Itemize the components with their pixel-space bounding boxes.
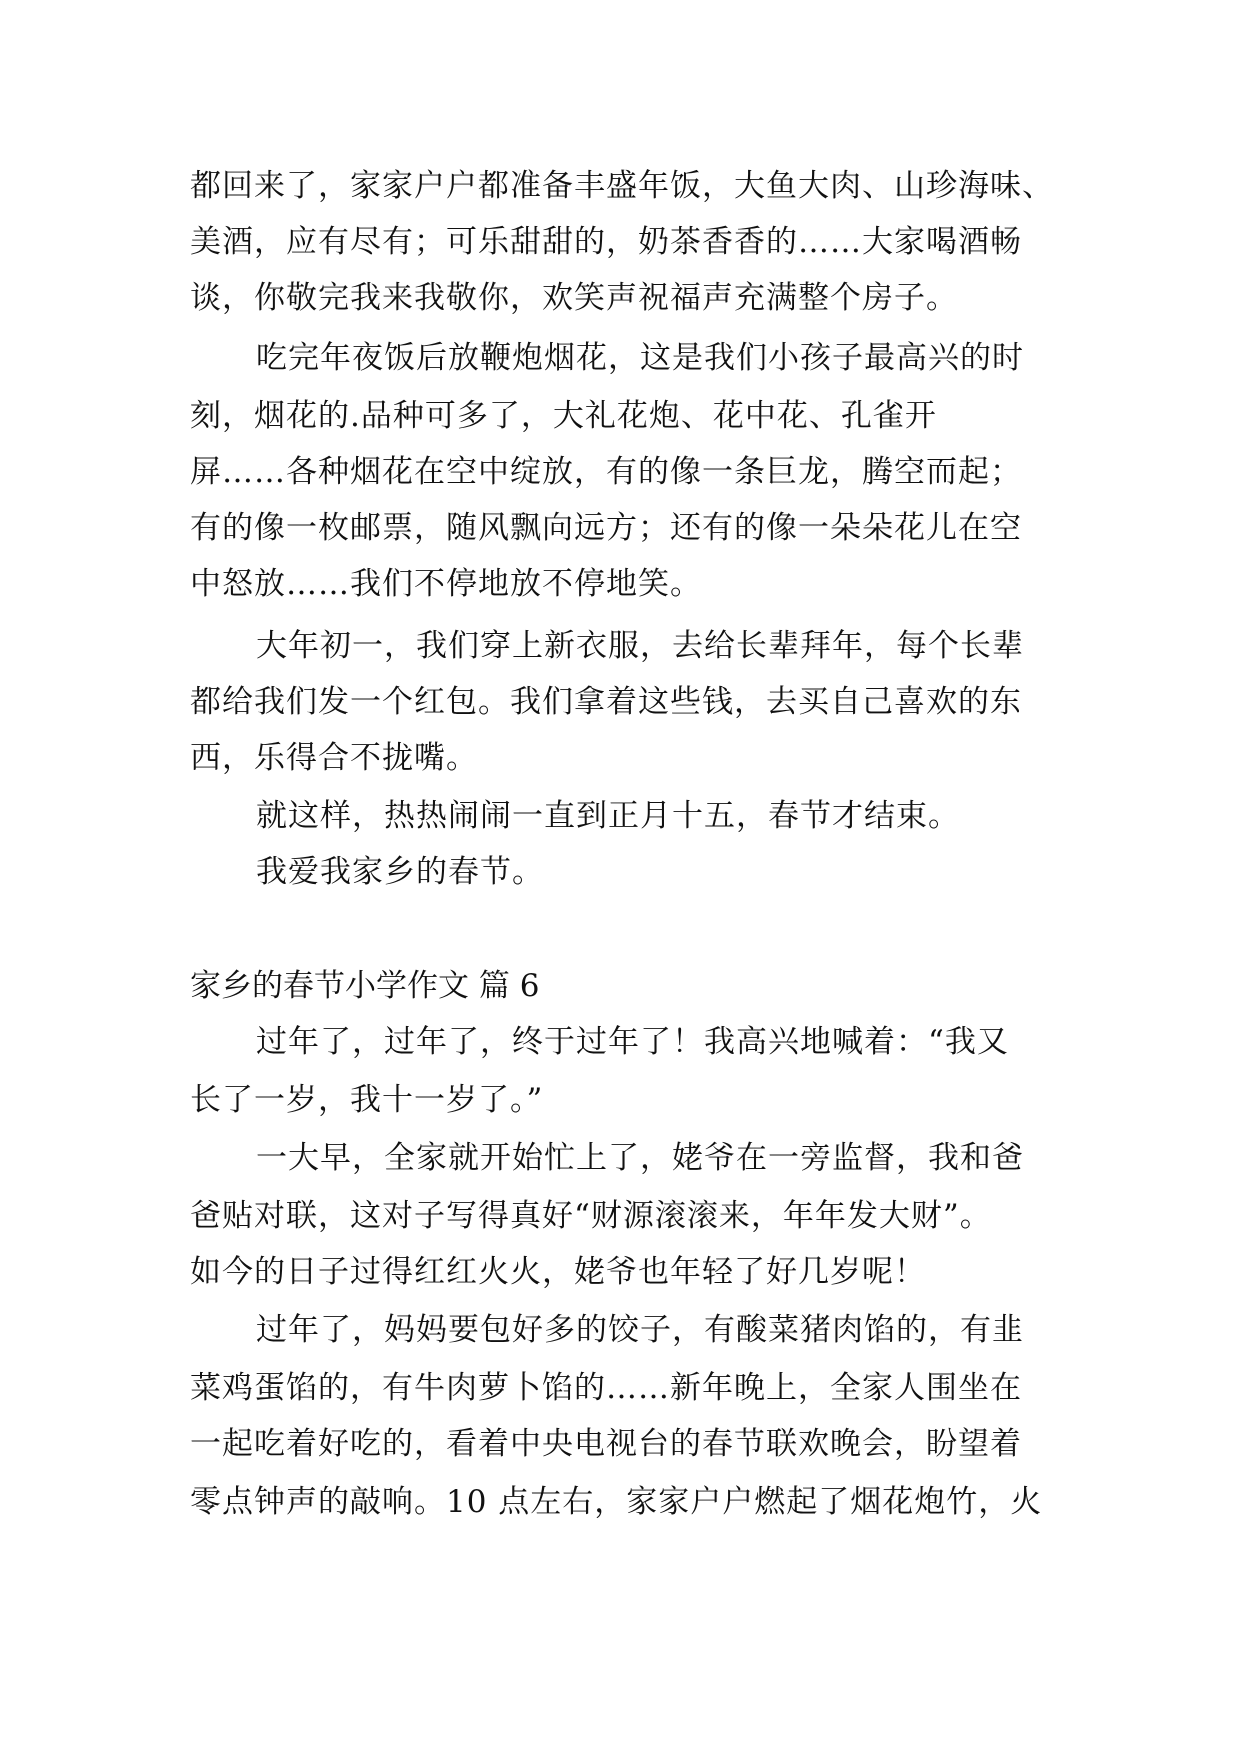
text-line: 西，乐得合不拢嘴。 [190,740,478,776]
paragraph-start-line: 吃完年夜饭后放鞭炮烟花，这是我们小孩子最高兴的时 [256,340,1024,376]
paragraph-start-line: 大年初一，我们穿上新衣服，去给长辈拜年，每个长辈 [256,628,1024,664]
text-line: 中怒放……我们不停地放不停地笑。 [190,566,702,602]
text-line: 爸贴对联，这对子写得真好“财源滚滚来，年年发大财”。 [190,1198,992,1234]
text-line: 都回来了，家家户户都准备丰盛年饭，大鱼大肉、山珍海味、 [190,168,1054,204]
text-line: 美酒，应有尽有；可乐甜甜的，奶茶香香的……大家喝酒畅 [190,224,1022,260]
paragraph-start-line: 我爱我家乡的春节。 [256,854,544,890]
text-line: 屏……各种烟花在空中绽放，有的像一条巨龙，腾空而起； [190,454,1022,490]
text-line: 刻，烟花的.品种可多了，大礼花炮、花中花、孔雀开 [190,398,937,434]
text-line: 如今的日子过得红红火火，姥爷也年轻了好几岁呢！ [190,1254,926,1290]
text-line: 菜鸡蛋馅的，有牛肉萝卜馅的……新年晚上，全家人围坐在 [190,1370,1022,1406]
text-line: 谈，你敬完我来我敬你，欢笑声祝福声充满整个房子。 [190,280,958,316]
text-line: 都给我们发一个红包。我们拿着这些钱，去买自己喜欢的东 [190,684,1022,720]
text-line: 零点钟声的敲响。10 点左右，家家户户燃起了烟花炮竹，火 [190,1484,1043,1520]
paragraph-start-line: 过年了，妈妈要包好多的饺子，有酸菜猪肉馅的，有韭 [256,1312,1024,1348]
text-line: 有的像一枚邮票，随风飘向远方；还有的像一朵朵花儿在空 [190,510,1022,546]
section-heading: 家乡的春节小学作文 篇 6 [190,968,540,1004]
text-line: 长了一岁，我十一岁了。” [190,1082,544,1118]
paragraph-start-line: 一大早，全家就开始忙上了，姥爷在一旁监督，我和爸 [256,1140,1024,1176]
text-line: 一起吃着好吃的，看着中央电视台的春节联欢晚会，盼望着 [190,1426,1022,1462]
paragraph-start-line: 过年了，过年了，终于过年了！我高兴地喊着：“我又 [256,1024,1009,1060]
paragraph-start-line: 就这样，热热闹闹一直到正月十五，春节才结束。 [256,798,960,834]
